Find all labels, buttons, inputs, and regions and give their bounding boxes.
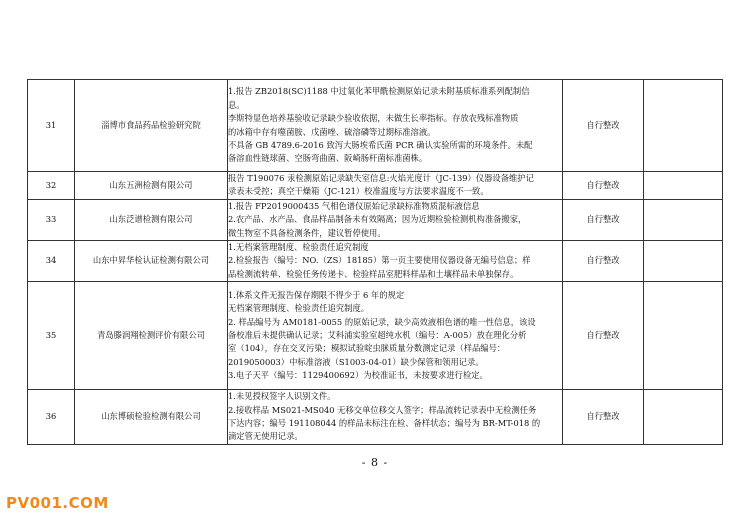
table-row (28, 80, 723, 172)
table-row (28, 390, 723, 445)
inspection-results-table (27, 79, 723, 445)
issue-line: 2.接收样品 MS021-MS040 无移交单位移交人签字；样品流转记录表中无检测任务 (228, 404, 537, 415)
issues-cell (228, 80, 563, 172)
issue-line: 2.检验报告（编号：NO.（ZS）18185）第一页主要使用仪器设备无编号信息；样 (228, 255, 531, 266)
issue-line: 滴定管无使用记录。 (228, 431, 303, 442)
empty-cell (644, 390, 723, 445)
issue-line: 备校准后未提供确认记录；艾科浦实验室超纯水机（编号：A-005）放在理化分析 (228, 330, 527, 341)
issue-line: 室（104），存在交叉污染；模拟试验啶虫脒质量分数测定记录（样品编号： (228, 343, 506, 354)
issue-line: 1.体系文件无报告保存期限不得少于 6 年的规定 (228, 289, 405, 300)
issue-line: 2.农产品、水产品、食品样品制备未有效隔离；因为近期检验检测机构准备搬家， (228, 214, 527, 225)
row-number-cell: 32 (28, 172, 75, 200)
issues-cell (228, 241, 563, 282)
table-row (28, 199, 723, 240)
issue-line: 息。 (228, 99, 245, 110)
issue-line: 1.报告 FP2019000435 气相色谱仪原始记录缺标准物质混标液信息 (228, 200, 480, 211)
empty-cell (644, 199, 723, 240)
issues-cell (228, 172, 563, 200)
site-watermark: PV001.COM (6, 494, 109, 512)
table-body (28, 80, 723, 445)
issue-line: 录表未受控；真空干燥箱（JC-121）校准温度与方法要求温度不一致。 (228, 186, 489, 197)
empty-cell (644, 172, 723, 200)
row-number-cell: 35 (28, 282, 75, 390)
issue-line: 不具备 GB 4789.6-2016 致泻大肠埃希氏菌 PCR 确认实验所需的环境条件。未配 (228, 139, 533, 150)
action-cell: 自行整改 (563, 390, 644, 445)
issue-line: 2. 样品编号为 AM0181-0055 的原始记录，缺少高效液相色谱的唯一性信息，该设 (228, 316, 536, 327)
empty-cell (644, 282, 723, 390)
row-number-cell: 36 (28, 390, 75, 445)
issue-line: 1.无档案管理制度、检验责任追究制度 (228, 242, 369, 253)
action-cell: 自行整改 (563, 80, 644, 172)
table-row (28, 241, 723, 282)
action-cell: 自行整改 (563, 199, 644, 240)
empty-cell (644, 241, 723, 282)
issue-line: 1.报告 ZB2018(SC)1188 中过氧化苯甲酰检测原始记录未附基质标准系列配制信 (228, 86, 530, 97)
organization-name-cell: 山东五洲检测有限公司 (75, 172, 228, 200)
organization-name-cell: 淄博市食品药品检验研究院 (75, 80, 228, 172)
action-cell: 自行整改 (563, 241, 644, 282)
issue-line: 备溶血性链球菌、空肠弯曲菌、阪崎肠杆菌标准菌株。 (228, 153, 428, 164)
issue-line: 下达内容；编号 191108044 的样品未标注在检、备样状态；编号为 BR-MT-018 的 (228, 418, 541, 429)
organization-name-cell: 青岛滕润翔检测评价有限公司 (75, 282, 228, 390)
row-number-cell: 31 (28, 80, 75, 172)
issue-line: 微生物室不具备检测条件，建议暂停使用。 (228, 227, 386, 238)
row-number-cell: 33 (28, 199, 75, 240)
organization-name-cell: 山东博硕检验检测有限公司 (75, 390, 228, 445)
page-number: - 8 - (361, 456, 389, 469)
issue-line: 李斯特显色培养基验收记录缺少验收依据，未做生长率指标。存放农残标准物质 (228, 113, 519, 124)
row-number-cell: 34 (28, 241, 75, 282)
issue-line: 的冰箱中存有噬菌胺、戊菌唑、硫溶磷等过期标准溶液。 (228, 126, 436, 137)
issues-cell (228, 199, 563, 240)
action-cell: 自行整改 (563, 172, 644, 200)
issue-line: 无档案管理制度、检验责任追究制度。 (228, 303, 370, 314)
issue-line: 品检测流转单、检验任务传递卡、检验样品室肥料样品和土壤样品未单独保存。 (228, 268, 519, 279)
issue-line: 报告 T190076 汞检测原始记录缺失室信息:火焰光度计（JC-139）仪器设备维护记 (228, 173, 534, 183)
action-cell: 自行整改 (563, 282, 644, 390)
empty-cell (644, 80, 723, 172)
table-row (28, 172, 723, 200)
organization-name-cell: 山东中昇华检认证检测有限公司 (75, 241, 228, 282)
table-row (28, 282, 723, 390)
issues-cell (228, 282, 563, 390)
issues-cell (228, 390, 563, 445)
issue-line: 1.未见授权签字人识别文件。 (228, 391, 336, 402)
issue-line: 3.电子天平（编号：1129400692）为校准证书，未按要求进行检定。 (228, 370, 488, 381)
issue-line: 2019050003）中标准溶液（S1003-04-01）缺少保管和领用记录。 (228, 356, 484, 367)
organization-name-cell: 山东泛谱检测有限公司 (75, 199, 228, 240)
